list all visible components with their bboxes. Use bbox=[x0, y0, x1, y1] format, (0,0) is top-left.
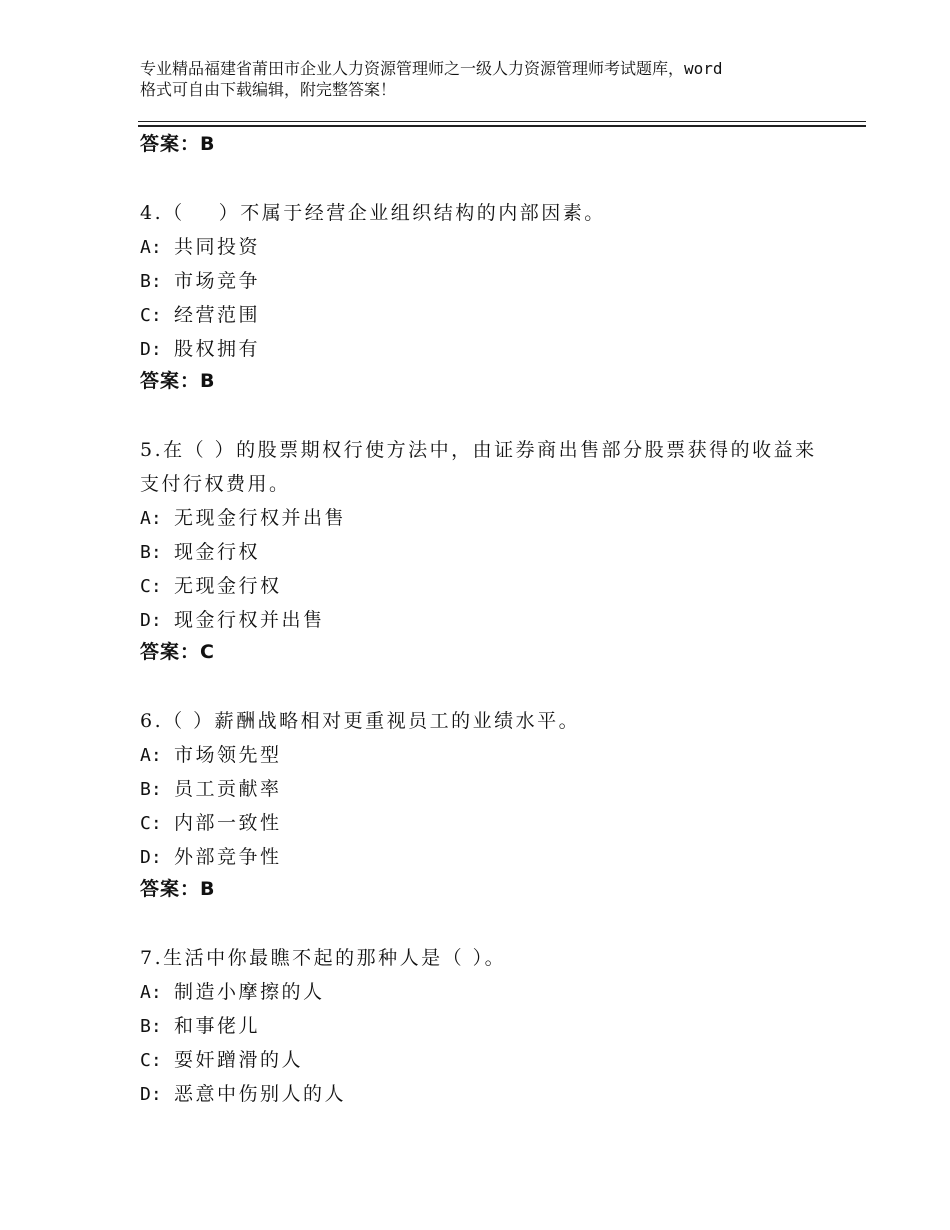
option-a bbox=[140, 230, 820, 264]
option-a bbox=[140, 501, 820, 535]
option-d bbox=[140, 603, 820, 637]
option-key: D: bbox=[140, 847, 162, 868]
option-c bbox=[140, 298, 820, 332]
header-rule-thick bbox=[138, 125, 866, 127]
answer-label: 答案： bbox=[140, 370, 201, 392]
option-d bbox=[140, 840, 820, 874]
answer-label: 答案： bbox=[140, 641, 201, 663]
option-text: 无现金行权并出售 bbox=[174, 507, 347, 529]
option-text: 经营范围 bbox=[174, 304, 261, 326]
question-stem: 4.（ ）不属于经营企业组织结构的内部因素。 bbox=[140, 202, 606, 224]
question-stem: 5.在（ ）的股票期权行使方法中，由证券商出售部分股票获得的收益来支付行权费用。 bbox=[140, 439, 817, 495]
option-key: A: bbox=[140, 237, 162, 258]
option-text: 无现金行权 bbox=[174, 575, 282, 597]
option-text: 耍奸蹭滑的人 bbox=[174, 1049, 304, 1071]
answer-label: 答案： bbox=[140, 133, 201, 155]
option-b bbox=[140, 1009, 820, 1043]
question-7 bbox=[140, 941, 820, 1111]
option-text: 现金行权 bbox=[174, 541, 261, 563]
question-4 bbox=[140, 196, 820, 396]
answer-line bbox=[140, 366, 820, 396]
option-key: A: bbox=[140, 982, 162, 1003]
option-c bbox=[140, 806, 820, 840]
question-5 bbox=[140, 433, 820, 667]
option-key: A: bbox=[140, 508, 162, 529]
option-key: C: bbox=[140, 813, 162, 834]
header-title-line-1: 专业精品福建省莆田市企业人力资源管理师之一级人力资源管理师考试题库，word bbox=[140, 59, 723, 78]
option-text: 员工贡献率 bbox=[174, 778, 282, 800]
answer-value: B bbox=[200, 133, 216, 155]
option-key: B: bbox=[140, 542, 162, 563]
option-c bbox=[140, 569, 820, 603]
option-key: C: bbox=[140, 576, 162, 597]
option-key: B: bbox=[140, 271, 162, 292]
option-b bbox=[140, 535, 820, 569]
option-text: 股权拥有 bbox=[174, 338, 261, 360]
option-text: 恶意中伤别人的人 bbox=[174, 1083, 347, 1105]
header-title-line-2: 格式可自由下载编辑，附完整答案！ bbox=[140, 80, 397, 99]
answer-line bbox=[140, 874, 820, 904]
answer-line bbox=[140, 637, 820, 667]
option-a bbox=[140, 738, 820, 772]
option-key: D: bbox=[140, 339, 162, 360]
question-stem: 6.（ ）薪酬战略相对更重视员工的业绩水平。 bbox=[140, 710, 581, 732]
option-key: C: bbox=[140, 1050, 162, 1071]
option-text: 外部竞争性 bbox=[174, 846, 282, 868]
header-rule-thin bbox=[138, 121, 866, 122]
option-text: 和事佬儿 bbox=[174, 1015, 261, 1037]
question-list bbox=[140, 129, 820, 1111]
option-b bbox=[140, 772, 820, 806]
previous-answer bbox=[140, 129, 820, 159]
option-b bbox=[140, 264, 820, 298]
answer-value: C bbox=[200, 641, 215, 663]
question-6 bbox=[140, 704, 820, 904]
page-header bbox=[140, 58, 840, 100]
answer-label: 答案： bbox=[140, 878, 201, 900]
option-c bbox=[140, 1043, 820, 1077]
option-key: C: bbox=[140, 305, 162, 326]
option-text: 内部一致性 bbox=[174, 812, 282, 834]
option-text: 市场竞争 bbox=[174, 270, 261, 292]
option-text: 制造小摩擦的人 bbox=[174, 981, 325, 1003]
option-text: 共同投资 bbox=[174, 236, 261, 258]
option-d bbox=[140, 332, 820, 366]
option-d bbox=[140, 1077, 820, 1111]
option-text: 市场领先型 bbox=[174, 744, 282, 766]
option-key: D: bbox=[140, 1084, 162, 1105]
option-a bbox=[140, 975, 820, 1009]
question-stem: 7.生活中你最瞧不起的那种人是（ ）。 bbox=[140, 947, 507, 969]
answer-value: B bbox=[200, 878, 216, 900]
option-text: 现金行权并出售 bbox=[174, 609, 325, 631]
option-key: D: bbox=[140, 610, 162, 631]
option-key: B: bbox=[140, 1016, 162, 1037]
answer-value: B bbox=[200, 370, 216, 392]
option-key: A: bbox=[140, 745, 162, 766]
option-key: B: bbox=[140, 779, 162, 800]
